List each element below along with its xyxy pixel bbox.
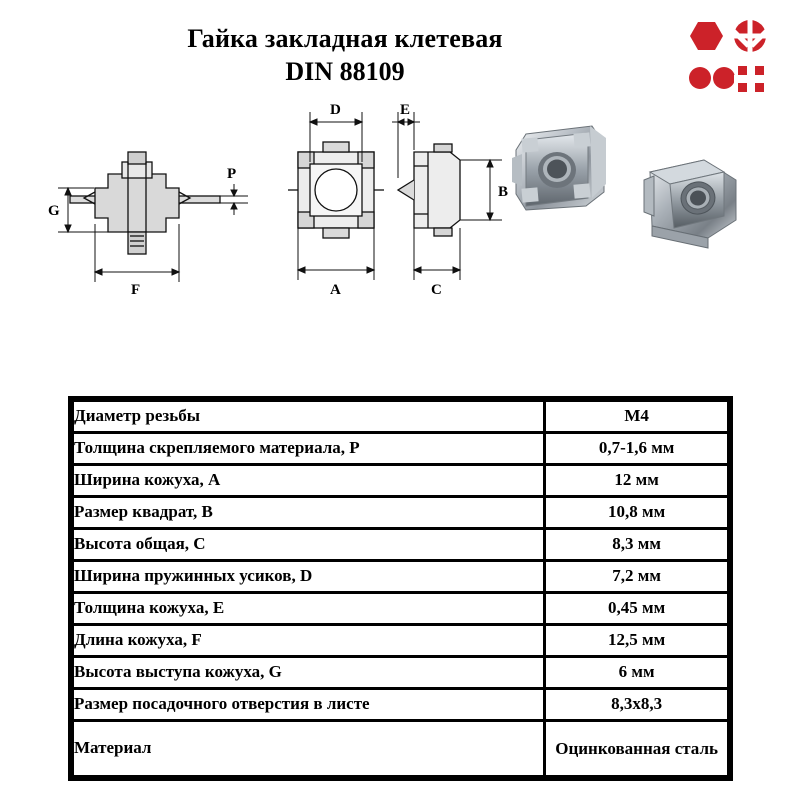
spec-label: Длина кожуха, F xyxy=(74,626,543,655)
spec-value: 6 мм xyxy=(546,658,727,687)
title-block xyxy=(0,22,800,88)
spec-label: Ширина кожуха, A xyxy=(74,466,543,495)
dim-label-G: G xyxy=(48,203,60,219)
dim-label-B: B xyxy=(498,184,509,200)
specification-table-wrapper xyxy=(68,396,733,781)
table-row xyxy=(74,658,727,687)
spec-label: Толщина кожуха, E xyxy=(74,594,543,623)
logo-dots-icon xyxy=(689,67,735,89)
dim-label-E: E xyxy=(400,104,411,118)
product-photo-front xyxy=(500,114,620,244)
spec-label: Ширина пружинных усиков, D xyxy=(74,562,543,591)
spec-value: 0,7-1,6 мм xyxy=(546,434,727,463)
spec-value: 0,45 мм xyxy=(546,594,727,623)
spec-value: Оцинкованная сталь xyxy=(546,722,727,775)
spec-label: Диаметр резьбы xyxy=(74,402,543,431)
company-logo xyxy=(688,18,772,100)
technical-drawings xyxy=(0,92,800,342)
logo-gear-icon xyxy=(727,18,772,54)
spec-label: Толщина скрепляемого материала, P xyxy=(74,434,543,463)
table-row xyxy=(74,434,727,463)
spec-label: Высота выступа кожуха, G xyxy=(74,658,543,687)
dim-label-A: A xyxy=(330,282,341,298)
spec-label: Размер квадрат, B xyxy=(74,498,543,527)
table-row xyxy=(74,722,727,775)
spec-label: Высота общая, C xyxy=(74,530,543,559)
dim-label-F: F xyxy=(131,282,141,298)
drawing-side-section xyxy=(48,114,248,314)
spec-label: Размер посадочного отверстия в листе xyxy=(74,690,543,719)
dim-label-D: D xyxy=(330,104,341,118)
spec-value: 7,2 мм xyxy=(546,562,727,591)
table-row xyxy=(74,402,727,431)
logo-hex-icon xyxy=(690,22,723,50)
table-row xyxy=(74,626,727,655)
dim-label-C: C xyxy=(431,282,442,298)
page-title: Гайка закладная клетевая xyxy=(187,24,503,53)
table-row xyxy=(74,562,727,591)
logo-washer-icon xyxy=(734,62,768,96)
table-row xyxy=(74,594,727,623)
spec-value: 8,3x8,3 xyxy=(546,690,727,719)
table-row xyxy=(74,466,727,495)
spec-value: 8,3 мм xyxy=(546,530,727,559)
drawing-front-view xyxy=(276,104,406,314)
spec-value: 12,5 мм xyxy=(546,626,727,655)
dim-label-P: P xyxy=(227,166,237,182)
table-row xyxy=(74,530,727,559)
page-subtitle: DIN 88109 xyxy=(285,57,405,86)
table-row xyxy=(74,690,727,719)
product-photo-angled xyxy=(630,146,760,266)
spec-label: Материал xyxy=(74,722,543,775)
page-header xyxy=(0,0,800,92)
specification-table xyxy=(71,399,730,778)
table-row xyxy=(74,498,727,527)
spec-value: M4 xyxy=(546,402,727,431)
spec-value: 10,8 мм xyxy=(546,498,727,527)
spec-value: 12 мм xyxy=(546,466,727,495)
